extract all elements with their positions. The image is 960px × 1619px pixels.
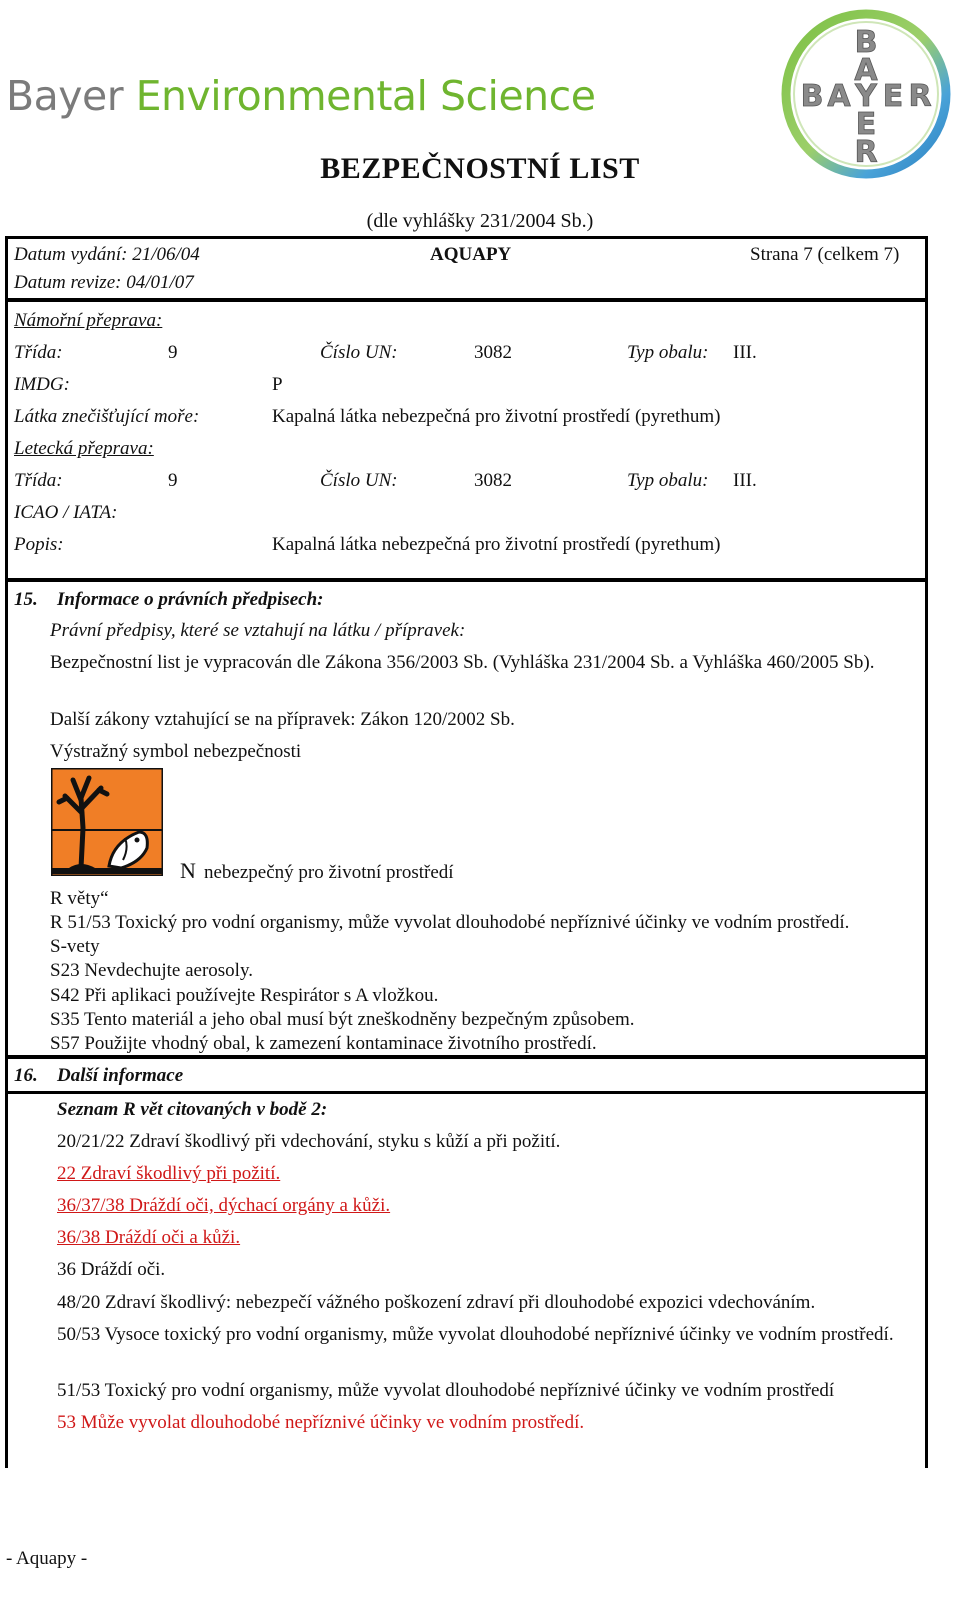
s-phrase-item: S23 Nevdechujte aerosoly. xyxy=(50,960,253,981)
svg-text:B: B xyxy=(854,25,878,60)
brand-part-2: Environmental Science xyxy=(135,72,596,120)
r-list-item: 51/53 Toxický pro vodní organismy, může vyvolat dlouhodobé nepříznivé účinky ve vodním prostředí xyxy=(57,1380,835,1401)
air-pack-label: Typ obalu: xyxy=(627,470,709,491)
document-title: BEZPEČNOSTNÍ LIST xyxy=(320,152,640,185)
section-16-left-border xyxy=(5,1092,8,1468)
air-class-value: 9 xyxy=(168,470,178,491)
legislation-paragraph: Bezpečnostní list je vypracován dle Zákona 356/2003 Sb. (Vyhláška 231/2004 Sb. a Vyhláška 460/2005 Sb). xyxy=(50,652,875,673)
r-phrases-heading: R věty“ xyxy=(50,888,109,909)
section-16-right-border xyxy=(925,1092,928,1468)
section-15-subtitle: Právní předpisy, které se vztahují na látku / přípravek: xyxy=(50,620,466,641)
other-laws-paragraph: Další zákony vztahující se na přípravek: Zákon 120/2002 Sb. xyxy=(50,709,515,730)
r-list-item: 48/20 Zdraví škodlivý: nebezpečí vážného poškození zdraví při dlouhodobé expozici vdechováním. xyxy=(57,1292,816,1313)
s-phrase-item: S42 Při aplikaci používejte Respirátor s A vložkou. xyxy=(50,985,439,1006)
s-phrases-heading: S-vety xyxy=(50,936,100,957)
section-15-number: 15. xyxy=(14,589,38,610)
sea-pack-value: III. xyxy=(733,342,757,363)
description-value: Kapalná látka nebezpečná pro životní prostředí (pyrethum) xyxy=(272,534,721,555)
r-list-item: 53 Může vyvolat dlouhodobé nepříznivé účinky ve vodním prostředí. xyxy=(57,1412,585,1433)
sea-un-label: Číslo UN: xyxy=(320,342,398,363)
air-transport-heading: Letecká přeprava: xyxy=(14,438,154,459)
sea-class-label: Třída: xyxy=(14,342,63,363)
r-phrase-text: R 51/53 Toxický pro vodní organismy, může vyvolat dlouhodobé nepříznivé účinky ve vodním prostředí. xyxy=(50,912,850,933)
issue-date: Datum vydání: 21/06/04 xyxy=(14,244,200,265)
svg-text:A: A xyxy=(827,79,851,114)
air-un-label: Číslo UN: xyxy=(320,470,398,491)
s-phrase-item: S57 Použijte vhodný obal, k zamezení kontaminace životního prostředí. xyxy=(50,1033,597,1054)
sea-transport-heading: Námořní přeprava: xyxy=(14,310,163,331)
air-pack-value: III. xyxy=(733,470,757,491)
brand-part-1: Bayer xyxy=(6,72,136,120)
sea-pack-label: Typ obalu: xyxy=(627,342,709,363)
r-list-title: Seznam R vět citovaných v bodě 2: xyxy=(57,1099,328,1120)
description-label: Popis: xyxy=(14,534,64,555)
section-16-number: 16. xyxy=(14,1065,38,1086)
svg-text:A: A xyxy=(854,53,878,88)
imdg-value: P xyxy=(272,374,283,395)
page-footer: - Aquapy - xyxy=(6,1548,88,1569)
svg-text:B: B xyxy=(800,79,824,114)
svg-text:R: R xyxy=(854,135,878,170)
sea-un-value: 3082 xyxy=(474,342,512,363)
r-list-item: 22 Zdraví škodlivý při požití. xyxy=(57,1163,281,1184)
marine-pollutant-value: Kapalná látka nebezpečná pro životní prostředí (pyrethum) xyxy=(272,406,721,427)
section-15-title: Informace o právních předpisech: xyxy=(57,589,324,610)
environment-hazard-pictogram xyxy=(51,768,163,876)
icao-label: ICAO / IATA: xyxy=(14,502,118,523)
svg-text:Y: Y xyxy=(855,79,877,114)
imdg-label: IMDG: xyxy=(14,374,70,395)
r-list-item: 36 Dráždí oči. xyxy=(57,1259,166,1280)
r-list-item: 36/37/38 Dráždí oči, dýchací orgány a kůži. xyxy=(57,1195,391,1216)
revision-date: Datum revize: 04/01/07 xyxy=(14,272,194,293)
r-list-item: 20/21/22 Zdraví škodlivý při vdechování, styku s kůží a při požití. xyxy=(57,1131,561,1152)
sea-class-value: 9 xyxy=(168,342,178,363)
product-name: AQUAPY xyxy=(430,244,512,265)
hazard-symbol-heading: Výstražný symbol nebezpečnosti xyxy=(50,741,302,762)
s-phrase-item: S35 Tento materiál a jeho obal musí být zneškodněny bezpečným způsobem. xyxy=(50,1009,635,1030)
brand-wordmark xyxy=(6,72,595,120)
symbol-letter: N xyxy=(180,858,196,883)
r-list-item: 36/38 Dráždí oči a kůži. xyxy=(57,1227,241,1248)
section-16-title: Další informace xyxy=(57,1065,184,1086)
svg-text:E: E xyxy=(882,79,904,114)
page-number: Strana 7 (celkem 7) xyxy=(750,244,900,265)
marine-pollutant-label: Látka znečišťující moře: xyxy=(14,406,200,427)
air-un-value: 3082 xyxy=(474,470,512,491)
air-class-label: Třída: xyxy=(14,470,63,491)
r-list-item: 50/53 Vysoce toxický pro vodní organismy, může vyvolat dlouhodobé nepříznivé účinky ve vodním prostředí. xyxy=(57,1324,894,1345)
symbol-meaning: nebezpečný pro životní prostředí xyxy=(204,862,454,883)
document-subtitle: (dle vyhlášky 231/2004 Sb.) xyxy=(366,210,594,232)
svg-text:R: R xyxy=(908,79,932,114)
svg-text:E: E xyxy=(855,107,877,142)
